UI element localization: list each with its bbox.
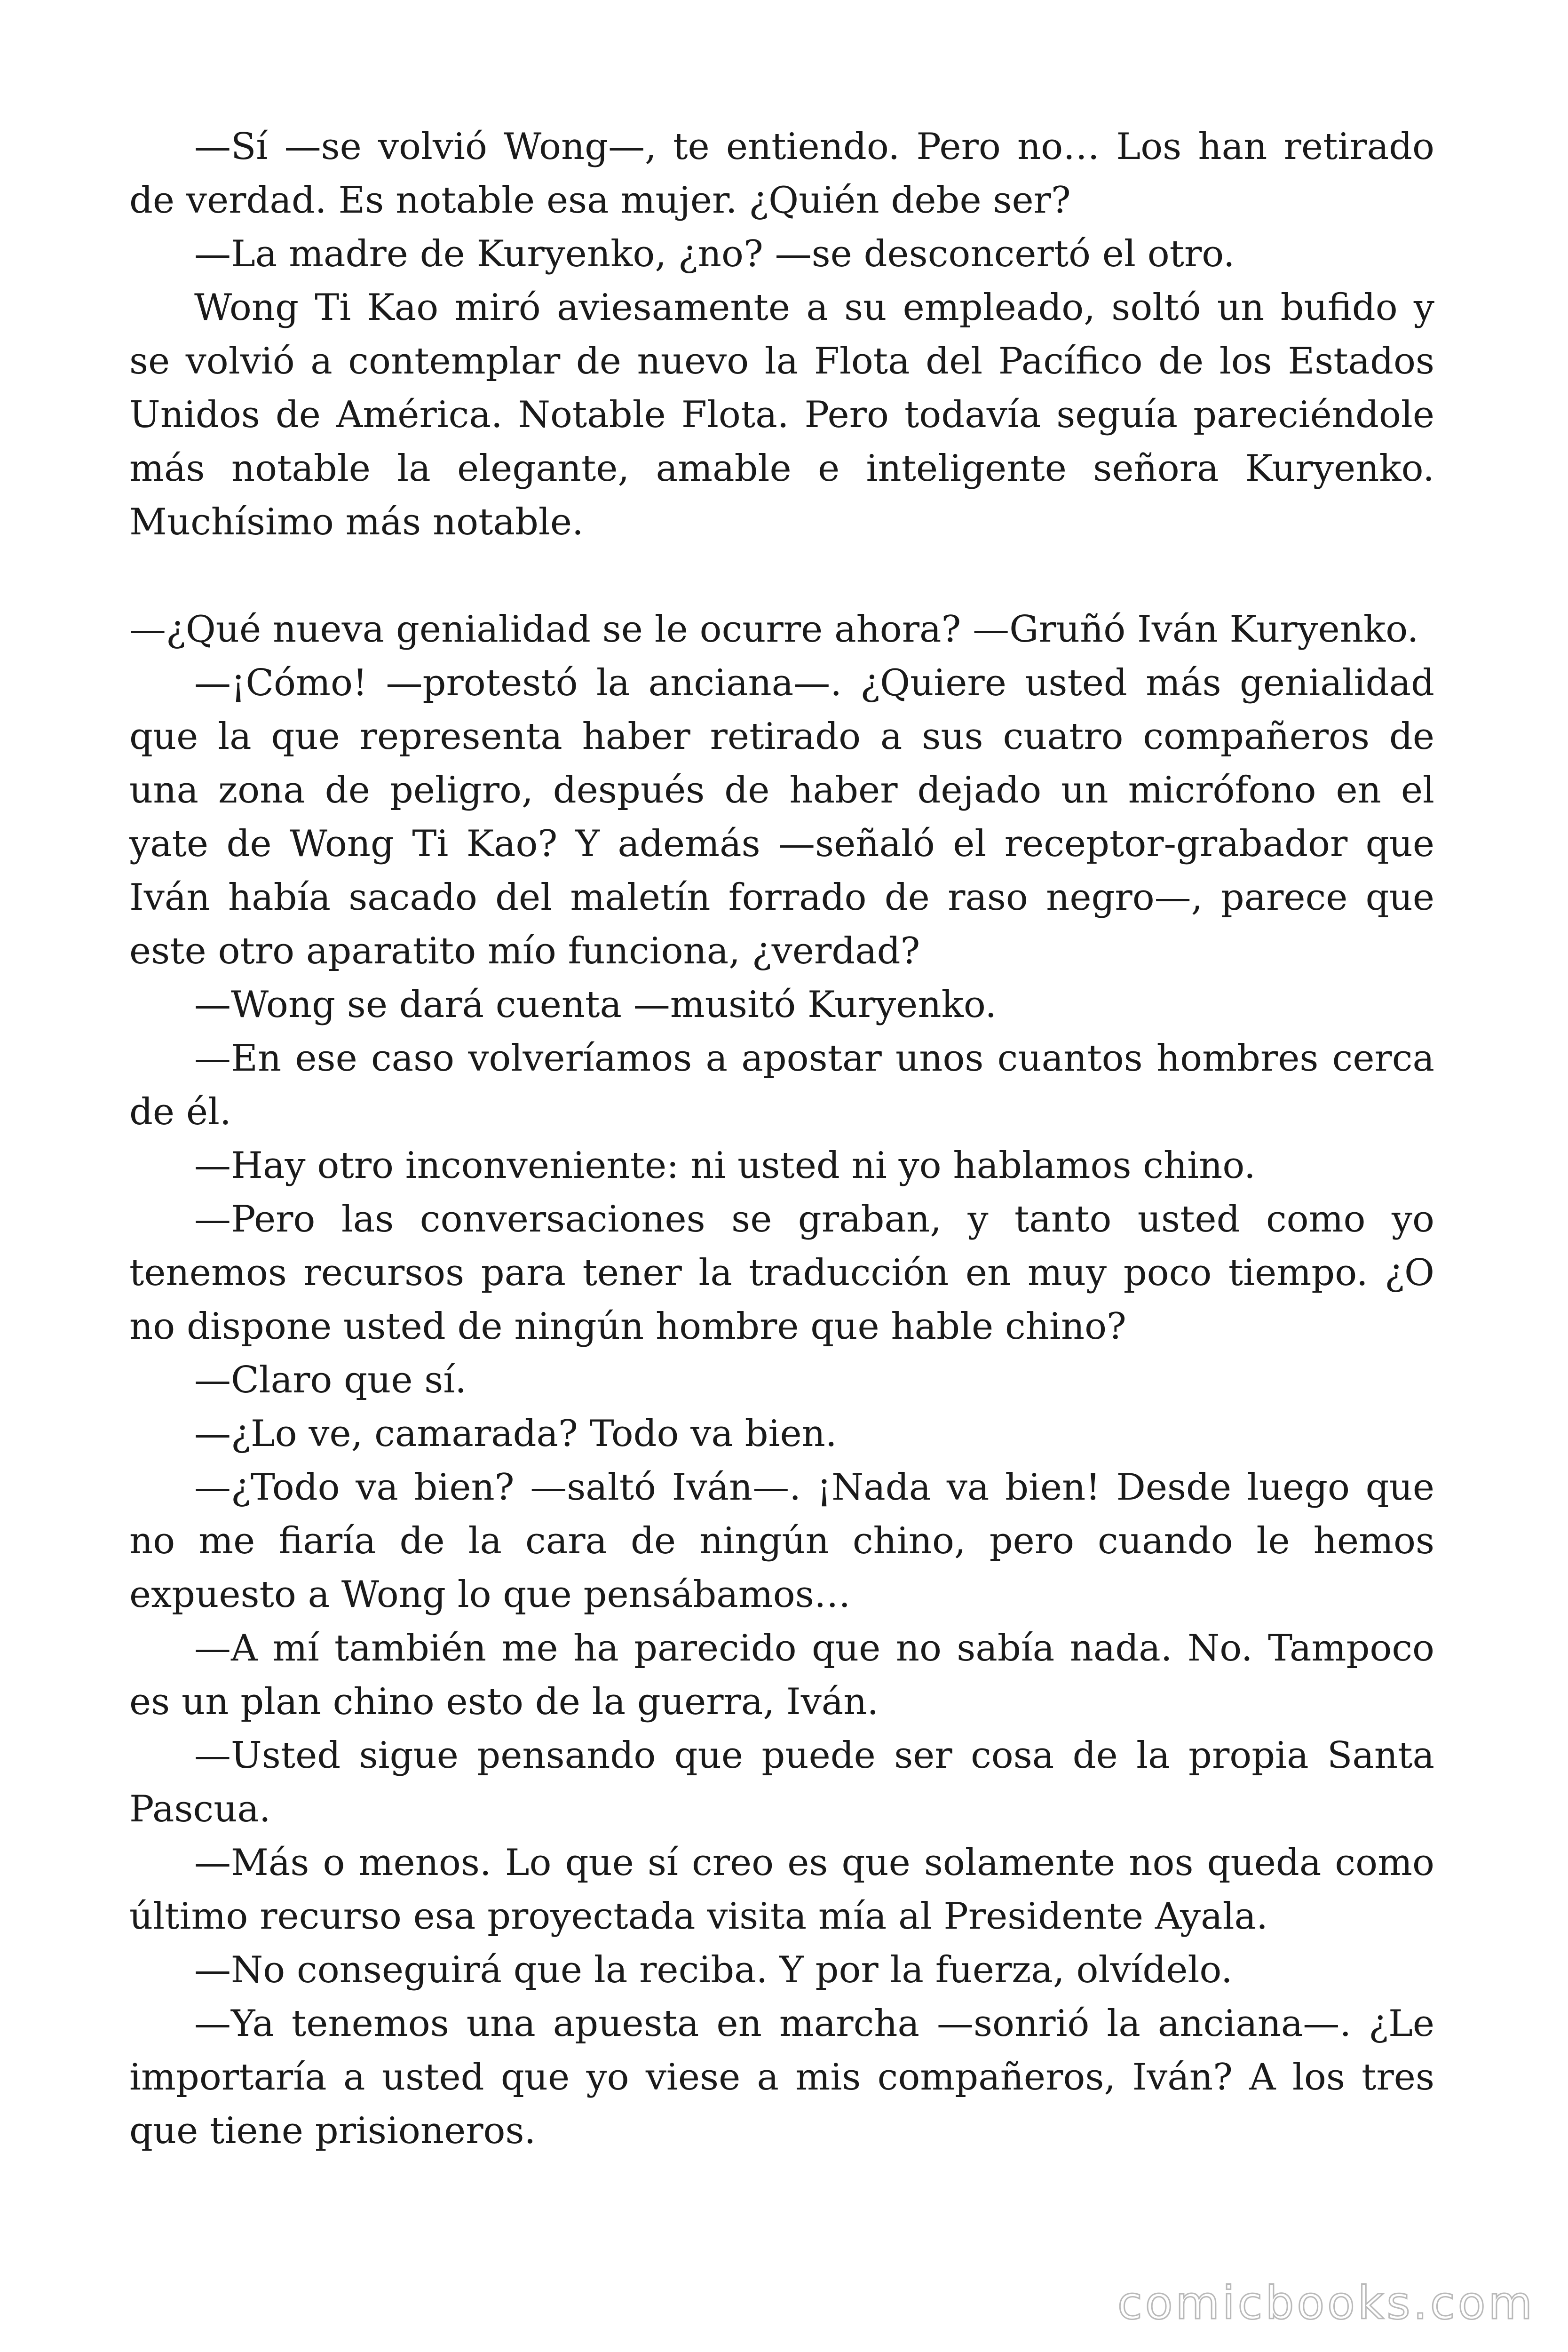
paragraph: —Pero las conversaciones se graban, y tanto usted como yo tenemos recursos para tener la traducción en muy poco tiempo. ¿O no dispone usted de ningún hombre que hable chino? bbox=[129, 1198, 1434, 1348]
paragraph: —Sí —se volvió Wong—, te entiendo. Pero no… Los han retirado de verdad. Es notable esa mujer. ¿Quién debe ser? bbox=[129, 126, 1434, 222]
watermark: comicbooks.com bbox=[1117, 2277, 1535, 2329]
paragraph: —Wong se dará cuenta —musitó Kuryenko. bbox=[194, 984, 997, 1026]
page-body bbox=[129, 120, 1434, 2158]
paragraph: —¿Lo ve, camarada? Todo va bien. bbox=[194, 1413, 837, 1455]
paragraph: —¡Cómo! —protestó la anciana—. ¿Quiere usted más genialidad que la que representa haber retirado a sus cuatro compañeros de una zona de peligro, después de haber dejado un micrófono en el yate de Wong Ti Kao? Y además —señaló el receptor-grabador que Iván había sacado del maletín forrado de raso negro—, parece que este otro aparatito mío funciona, ¿verdad? bbox=[129, 662, 1434, 972]
paragraph: —¿Todo va bien? —saltó Iván—. ¡Nada va bien! Desde luego que no me fiaría de la cara de ningún chino, pero cuando le hemos expuesto a Wong lo que pensábamos… bbox=[129, 1466, 1434, 1616]
paragraph: —Más o menos. Lo que sí creo es que solamente nos queda como último recurso esa proyectada visita mía al Presidente Ayala. bbox=[129, 1842, 1434, 1938]
section-break bbox=[129, 549, 1434, 603]
paragraph: Wong Ti Kao miró aviesamente a su empleado, soltó un bufido y se volvió a contemplar de nuevo la Flota del Pacífico de los Estados Unidos de América. Notable Flota. Pero todavía seguía pareciéndole más notable la elegante, amable e inteligente señora Kuryenko. Muchísimo más notable. bbox=[129, 286, 1434, 543]
paragraph: —En ese caso volveríamos a apostar unos cuantos hombres cerca de él. bbox=[129, 1037, 1434, 1133]
paragraph: —No conseguirá que la reciba. Y por la fuerza, olvídelo. bbox=[194, 1949, 1233, 1991]
paragraph: —Hay otro inconveniente: ni usted ni yo hablamos chino. bbox=[194, 1144, 1256, 1187]
paragraph: —Ya tenemos una apuesta en marcha —sonrió la anciana—. ¿Le importaría a usted que yo viese a mis compañeros, Iván? A los tres que tiene prisioneros. bbox=[129, 2002, 1434, 2152]
paragraph: —La madre de Kuryenko, ¿no? —se desconcertó el otro. bbox=[194, 233, 1235, 275]
paragraph: —A mí también me ha parecido que no sabía nada. No. Tampoco es un plan chino esto de la guerra, Iván. bbox=[129, 1627, 1434, 1723]
paragraph: —Claro que sí. bbox=[194, 1359, 467, 1401]
paragraph: —¿Qué nueva genialidad se le ocurre ahora? —Gruñó Iván Kuryenko. bbox=[129, 608, 1419, 651]
paragraph: —Usted sigue pensando que puede ser cosa de la propia Santa Pascua. bbox=[129, 1734, 1434, 1830]
